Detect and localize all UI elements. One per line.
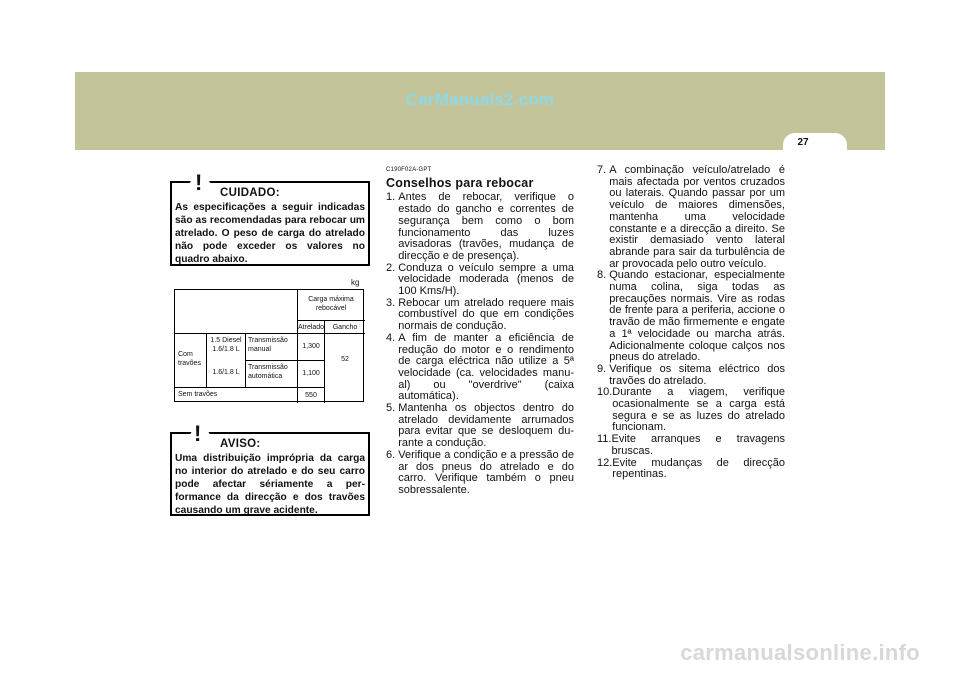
chapter-number: 2 [879,34,892,59]
trans-manual: Transmissão manual [248,337,288,353]
list-item-number: 7. [597,164,610,176]
header-hook: Gancho [332,324,358,331]
list-item-text: Verifique os sitema eléctrico dos travões do atrelado. [609,362,785,387]
list-item [597,364,785,387]
list-item [386,333,574,403]
chapter-title: CONDUZINDO O SEU HYUNDAI [732,44,865,54]
list-item [386,298,574,333]
value-no-brakes: 550 [305,392,317,399]
list-item-number: 9. [597,362,610,375]
engine-petrol: 1.6/1.8 L [212,369,240,376]
list-item [597,165,785,270]
value-hook: 52 [341,356,349,363]
header-trailer: Atrelado [298,324,325,331]
table-unit: kg [351,278,360,287]
row-without-brakes: Sem travões [178,391,218,398]
tips-column-left [386,165,574,497]
list-item-text: Evite arranques e travagens bruscas. [611,433,785,457]
site-watermark-link[interactable]: CarManuals2.com [405,90,555,109]
list-item-number: 11. [597,433,612,446]
list-item-text: A combinação veículo/atrelado é mais afectada por ventos cruzados ou laterais. Quando passar por um veículo de maiores dimensões, mantenha uma velocidade constante e a direcção a direito. Se existir demasiado vento lateral abrande para sair da turbulência de ar provocada pelo outro veículo. [609,164,785,270]
list-item-text: Quando estacionar, especialmente numa colina, siga todas as precauções normais. Vire as rodas de frente para a periferia, accione o travão de mão firmemente e engate a 1ª velocidade ou marcha atrás. Adicionalmente coloque calços nos pneus do atrelado. [609,269,785,364]
list-item-number: 8. [597,269,610,282]
list-item-text: Evite mudanças de direcção repentinas. [612,456,785,481]
list-item-text: A fim de manter a eficiência de redução do motor e o rendimento de carga eléctrica não utilize a 5ª velocidade (ca. velocidades manu-al) ou "overdrive" (caixa automática). [398,331,574,403]
list-item-number: 12. [597,456,613,469]
trans-auto: Transmissão automática [248,364,288,380]
list-item-number: 10. [597,386,613,399]
towing-capacity-table [174,289,364,402]
header-band [75,72,885,150]
caution-text: As especificações a seguir indicadas são as recomendadas para rebocar um atrelado. O peso de carga do atrelado não pode exceder os valores no quadro abaixo. [175,202,365,265]
list-item-text: Conduza o veículo sempre a uma velocidade moderada (menos de 100 Kms/H). [398,261,574,298]
list-item [386,450,574,497]
list-item-number: 3. [386,296,399,309]
value-manual: 1,300 [302,343,320,350]
list-item-number: 6. [386,448,399,461]
list-item [597,270,785,364]
value-auto: 1,100 [302,370,320,377]
list-item [386,263,574,298]
list-item-number: 2. [386,261,399,274]
row-with-brakes: Com travões [178,351,201,367]
warning-box [170,421,370,516]
warning-title: AVISO: [220,438,261,450]
list-item-text: Rebocar um atrelado requere mais combustível do que em condições normais de condução. [398,296,574,333]
list-item [597,458,785,481]
list-item-number: 1. [386,191,399,204]
list-item-text: Mantenha os objectos dentro do atrelado devidamente arrumados para evitar que se desloquem du-rante a condução. [398,402,574,450]
section-code: C190F02A-GPT [386,167,432,173]
list-item-text: Durante a viagem, verifique ocasionalmente se a carga está segura e se as luzes do atrelado funcionam. [612,386,785,434]
list-item [597,387,785,434]
warning-text: Uma distribuição imprópria da carga no interior do atrelado e do seu carro pode afectar sériamente a per-formance da direcção e dos travões causando um grave acidente. [175,453,365,516]
list-item-text: Verifique a condição e a pressão de ar dos pneus do atrelado e do carro. Verifique também o pneu sobressalente. [398,448,574,496]
list-item [597,434,785,457]
list-item-text: Antes de rebocar, verifique o estado do gancho e correntes de segurança bem como o bom funcionamento das luzes avisadoras (travões, mudança de direcção e de presença). [398,191,574,262]
exclamation-icon: ! [195,170,203,195]
tips-column-right [597,165,785,481]
list-item-number: 5. [386,402,399,415]
list-item [386,192,574,262]
engine-diesel: 1.5 Diesel 1.6/1.8 L [210,337,242,353]
caution-title: CUIDADO: [220,187,280,199]
footer-brand: carmanualsonline.info [680,640,920,665]
page-number: 27 [797,137,809,148]
list-item [386,403,574,450]
header-max-load: Carga máxima rebocável [308,296,354,312]
list-item-number: 4. [386,331,399,344]
section-heading: Conselhos para rebocar [386,175,534,190]
caution-box [170,170,370,266]
exclamation-icon: ! [194,421,202,446]
